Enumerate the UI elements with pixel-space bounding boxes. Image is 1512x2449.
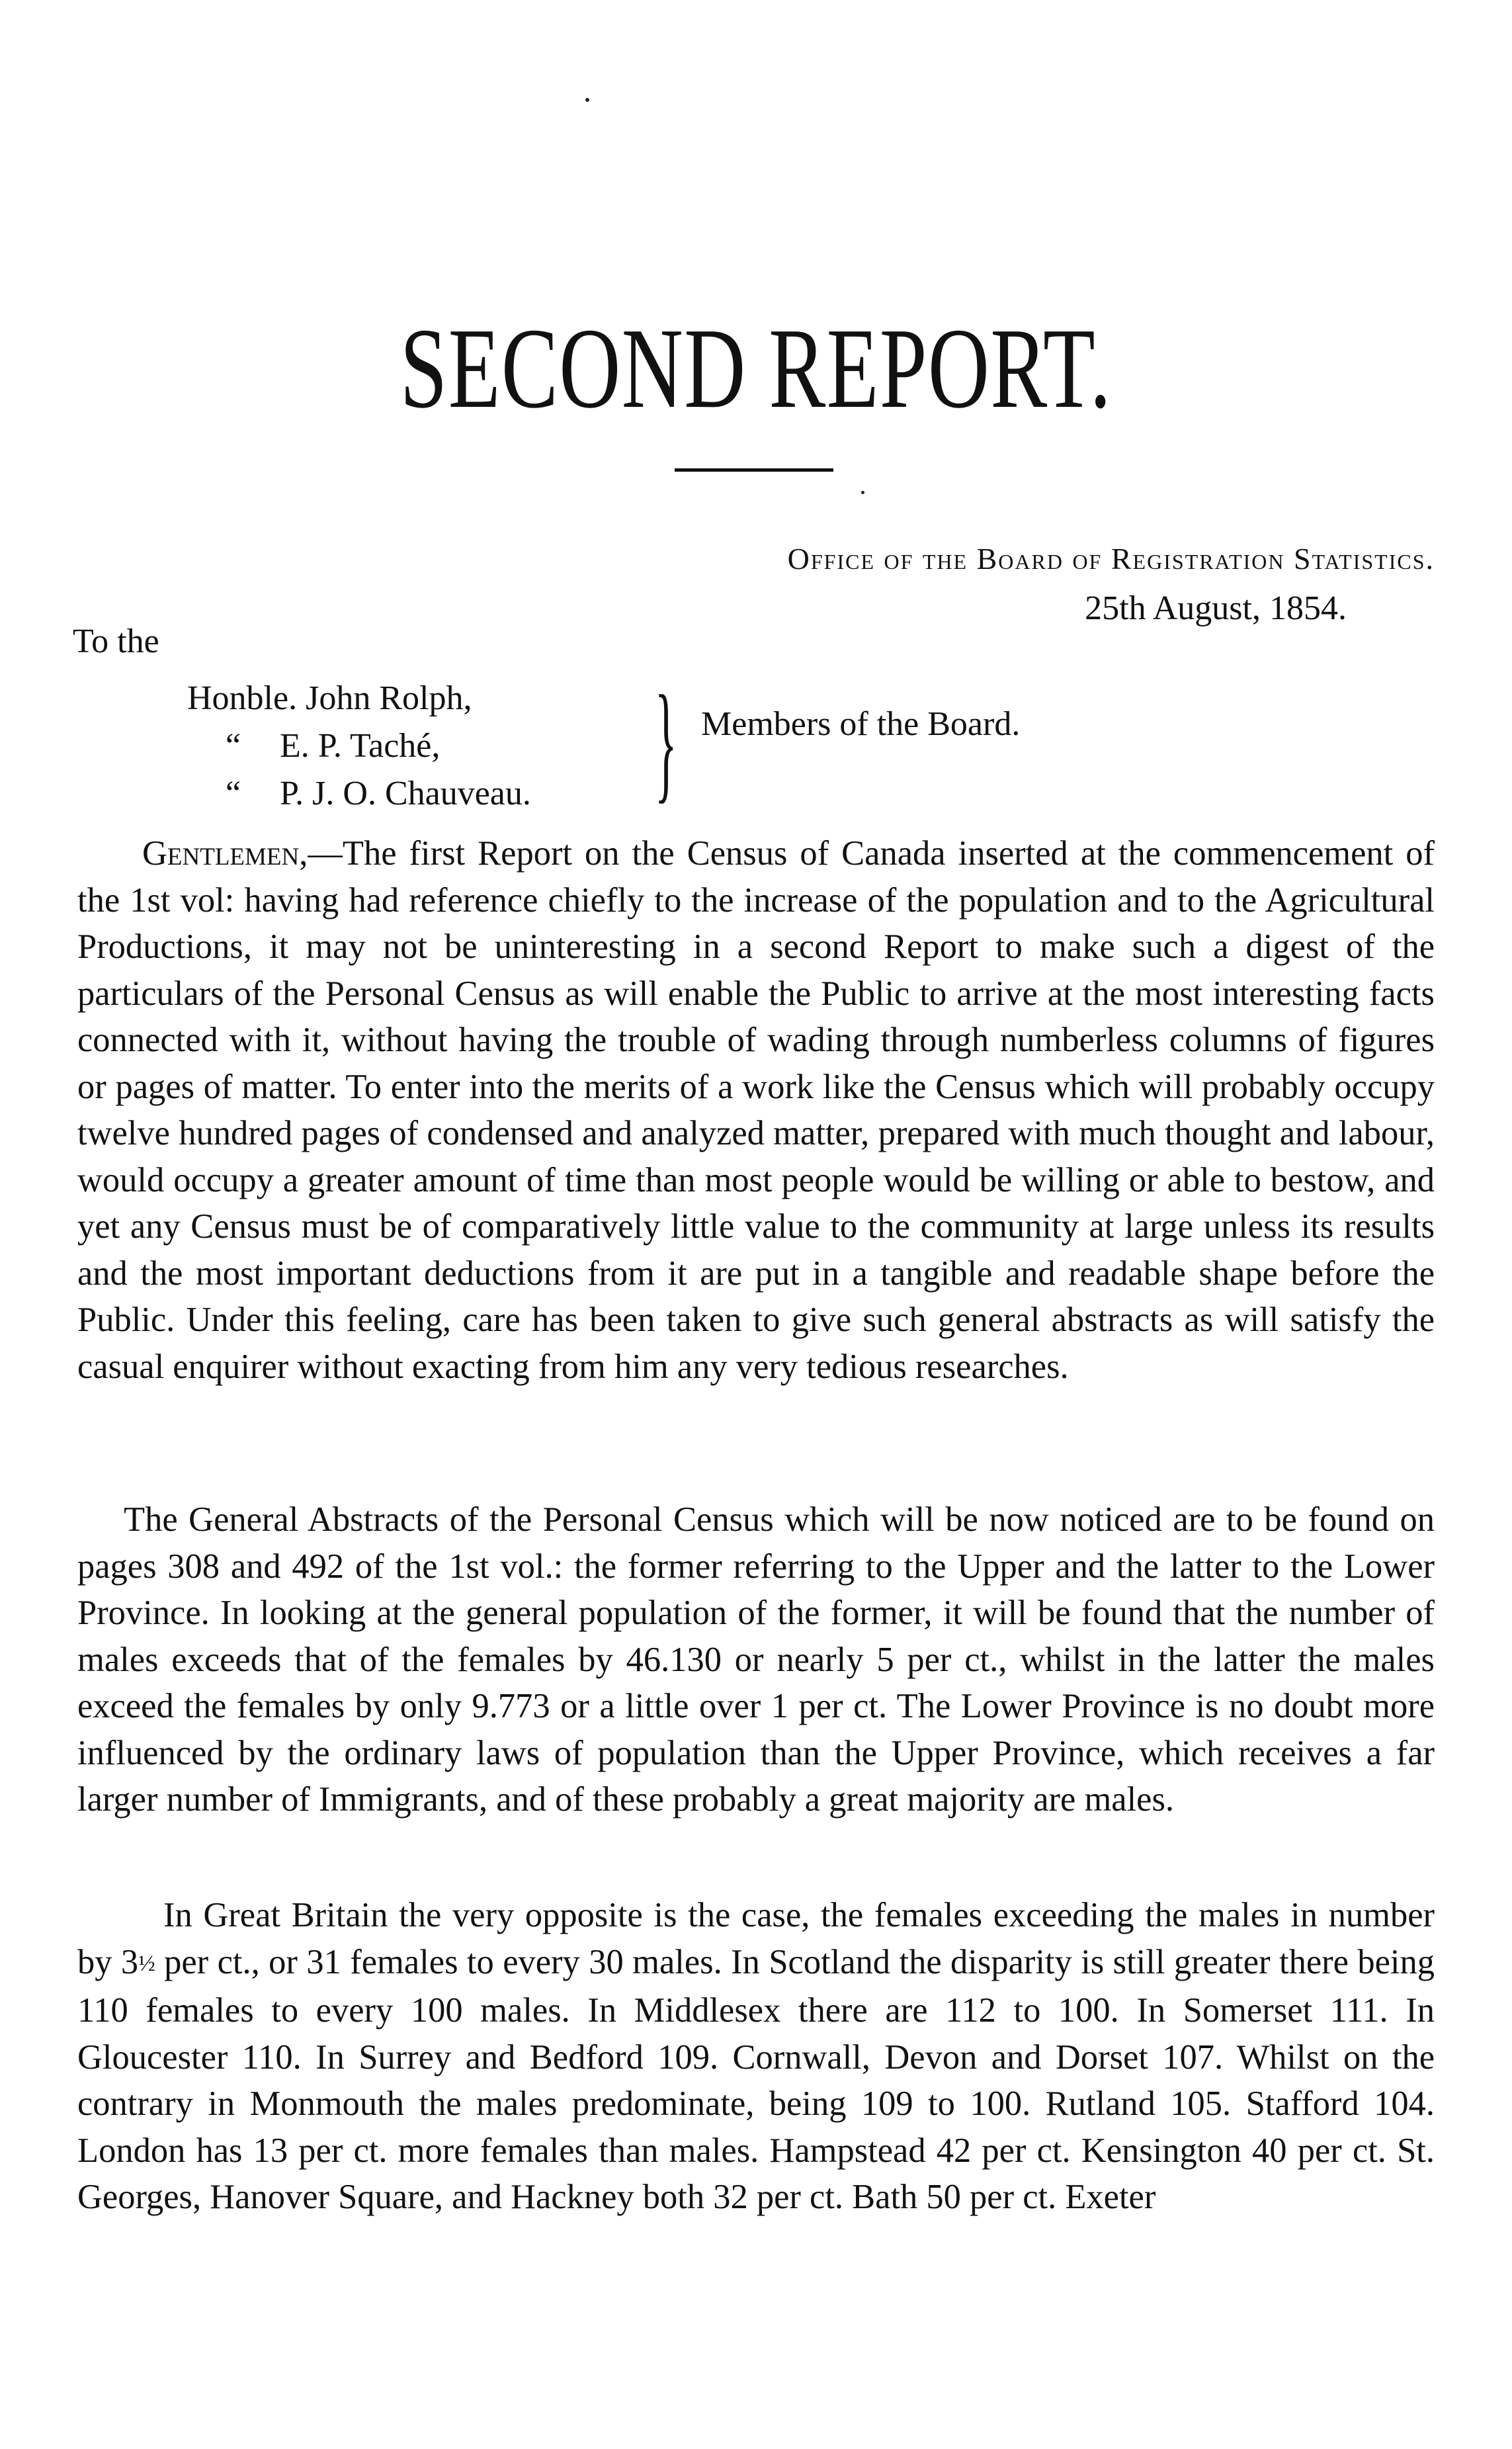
addressee-prefix: “ (226, 727, 241, 765)
addressee-name: John Rolph, (306, 679, 472, 717)
office-heading: Office of the Board of Registration Statistics. (787, 542, 1435, 576)
print-speck (861, 491, 864, 494)
addressee-name: E. P. Taché, (280, 727, 441, 765)
report-date: 25th August, 1854. (1085, 589, 1347, 627)
brace-symbol: } (655, 669, 677, 815)
paragraph-3 (77, 1892, 1435, 2221)
salutation-to: To the (73, 623, 159, 660)
paragraph-3-text-b: per ct., or 31 females to every 30 males. In Scotland the disparity is still greater there being 110 females to every 100 males. In Middlesex there are 112 to 100. In Somerset 111. In Gloucester 110. In Surrey and Bedford 109. Cornwall, Devon and Dorset 107. Whilst on the contrary in Monmouth the males predominate, being 109 to 100. Rutland 105. Stafford 104. London has 13 per ct. more females than males. Hampstead 42 per ct. Kensington 40 per ct. St. Georges, Hanover Square, and Hackney both 32 per ct. Bath 50 per ct. Exeter (77, 1942, 1435, 2216)
report-title: SECOND REPORT. (399, 304, 1113, 432)
print-speck (585, 98, 589, 102)
addressee-list (187, 675, 531, 818)
title-rule (675, 468, 833, 472)
addressee-prefix: Honble. (187, 679, 298, 717)
addressee-prefix: “ (226, 775, 241, 812)
addressee-name: P. J. O. Chauveau. (280, 775, 531, 812)
paragraph-1 (77, 830, 1435, 1390)
salutation-gentlemen: Gentlemen, (142, 834, 308, 873)
addressee-row (187, 722, 531, 770)
addressee-row (187, 770, 531, 818)
addressee-row (187, 675, 531, 722)
fraction-half: ½ (138, 1951, 155, 1976)
paragraph-1-text: —The first Report on the Census of Canada inserted at the commencement of the 1st vol: having had reference chiefly to the increase of the population and to the Agricultural Productions, it may not be uninteresting in a second Report to make such a digest of the particulars of the Personal Census as will enable the Public to arrive at the most interesting facts connected with it, without having the trouble of wading through numberless columns of figures or pages of matter. To enter into the merits of a work like the Census which will probably occupy twelve hundred pages of condensed and analyzed matter, prepared with much thought and labour, would occupy a greater amount of time than most people would be willing or able to bestow, and yet any Census must be of comparatively little value to the community at large unless its results and the most important deductions from it are put in a tangible and readable shape before the Public. Under this feeling, care has been taken to give such general abstracts as will satisfy the casual enquirer without exacting from him any very tedious researches. (77, 834, 1435, 1386)
members-label: Members of the Board. (701, 705, 1021, 743)
paragraph-2: The General Abstracts of the Personal Census which will be now noticed are to be found on pages 308 and 492 of the 1st vol.: the former referring to the Upper and the latter to the Lower Province. In looking at the general population of the former, it will be found that the number of males exceeds that of the females by 46.130 or nearly 5 per ct., whilst in the latter the males exceed the females by only 9.773 or a little over 1 per ct. The Lower Province is no doubt more influenced by the ordinary laws of population than the Upper Province, which receives a far larger number of Immigrants, and of these probably a great majority are males. (77, 1500, 1435, 1819)
paragraph-3-text-a: In Great Britain the very opposite is the case, the females exceeding the males in number by 3 (77, 1896, 1435, 1981)
